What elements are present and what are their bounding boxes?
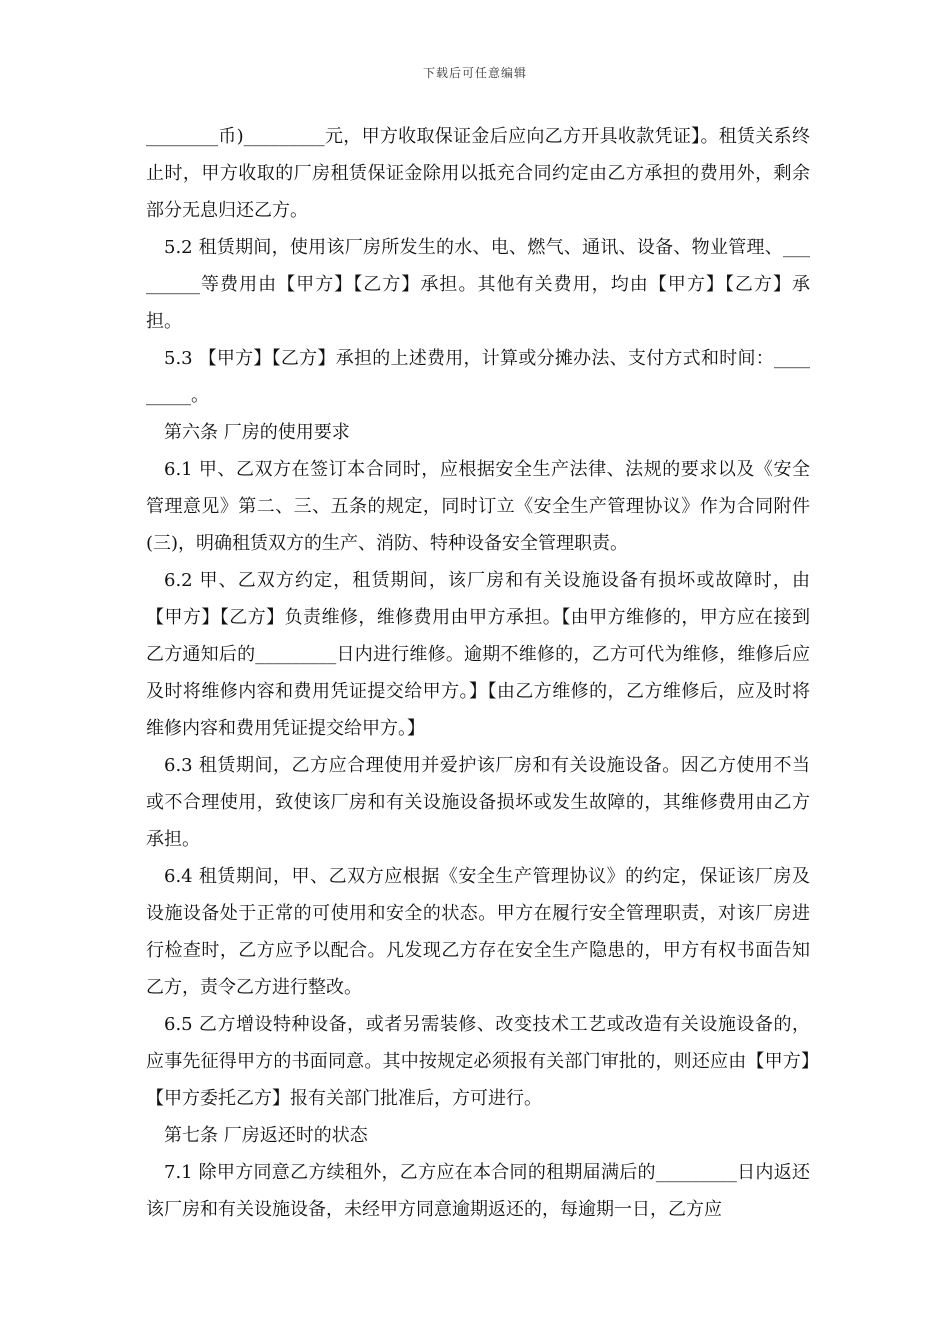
paragraph-deposit-continued: ________币)_________元，甲方收取保证金后应向乙方开具收款凭证】。租赁关系终止时，甲方收取的厂房租赁保证金除用以抵充合同约定由乙方承担的费用外，剩余部分无息归还乙方。	[146, 126, 810, 221]
section-heading-article-7: 第七条 厂房返还时的状态	[164, 1125, 368, 1146]
page-header: 下载后可任意编辑	[422, 66, 527, 80]
section-heading-article-6: 第六条 厂房的使用要求	[164, 422, 350, 443]
paragraph-5-3: 5.3 【甲方】【乙方】承担的上述费用，计算或分摊办法、支付方式和时间：_________。	[146, 348, 810, 406]
paragraph-5-2: 5.2 租赁期间，使用该厂房所发生的水、电、燃气、通讯、设备、物业管理、_________等费用由【甲方】【乙方】承担。其他有关费用，均由【甲方】【乙方】承担。	[146, 237, 810, 332]
paragraph-6-1: 6.1 甲、乙双方在签订本合同时，应根据安全生产法律、法规的要求以及《安全管理意见》第二、三、五条的规定，同时订立《安全生产管理协议》作为合同附件(三)，明确租赁双方的生产、消防、特种设备安全管理职责。	[146, 459, 810, 554]
paragraph-7-1: 7.1 除甲方同意乙方续租外，乙方应在本合同的租期届满后的_________日内返还该厂房和有关设施设备，未经甲方同意逾期返还的，每逾期一日，乙方应	[146, 1162, 810, 1220]
paragraph-6-5: 6.5 乙方增设特种设备，或者另需装修、改变技术工艺或改造有关设施设备的，应事先征得甲方的书面同意。其中按规定必须报有关部门审批的，则还应由【甲方】【甲方委托乙方】报有关部门批准后，方可进行。	[146, 1014, 810, 1109]
paragraph-6-2: 6.2 甲、乙双方约定，租赁期间，该厂房和有关设施设备有损坏或故障时，由【甲方】【乙方】负责维修，维修费用由甲方承担。【由甲方维修的，甲方应在接到乙方通知后的_________日内进行维修。逾期不维修的，乙方可代为维修，维修后应及时将维修内容和费用凭证提交给甲方。】【由乙方维修的，乙方维修后，应及时将维修内容和费用凭证提交给甲方。】	[146, 570, 810, 739]
paragraph-6-3: 6.3 租赁期间，乙方应合理使用并爱护该厂房和有关设施设备。因乙方使用不当或不合理使用，致使该厂房和有关设施设备损坏或发生故障的，其维修费用由乙方承担。	[146, 755, 810, 850]
document-body	[146, 118, 810, 1228]
paragraph-6-4: 6.4 租赁期间，甲、乙双方应根据《安全生产管理协议》的约定，保证该厂房及设施设备处于正常的可使用和安全的状态。甲方在履行安全管理职责，对该厂房进行检查时，乙方应予以配合。凡发现乙方存在安全生产隐患的，甲方有权书面告知乙方，责令乙方进行整改。	[146, 866, 810, 998]
